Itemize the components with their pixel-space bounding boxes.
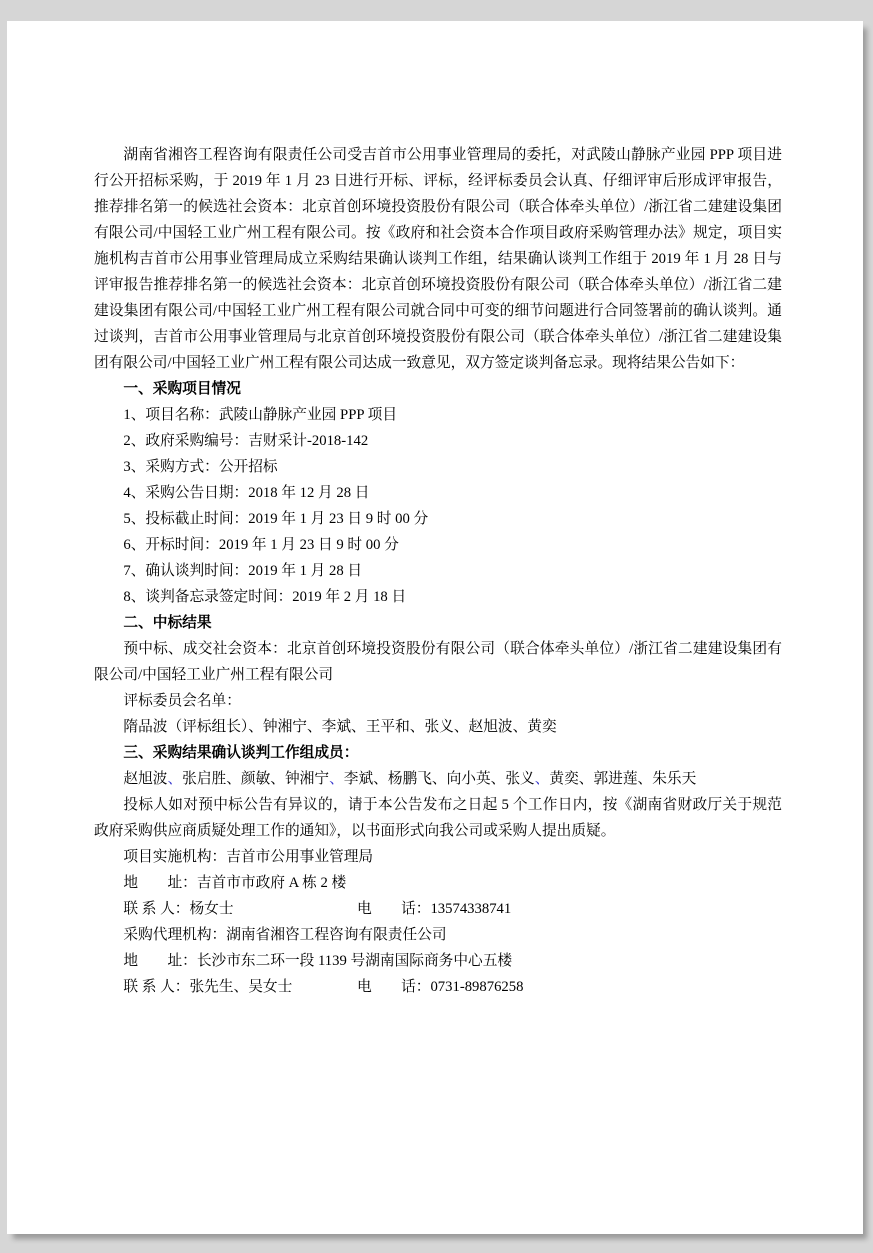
agency-phone: 电 话：13574338741 <box>357 901 512 917</box>
agent-address-line: 地 址：长沙市东二环一段 1139 号湖南国际商务中心五楼 <box>123 953 513 969</box>
implementing-agency-line: 项目实施机构：吉首市公用事业管理局 <box>123 849 374 865</box>
document-content <box>7 21 863 1000</box>
workgroup-members: 赵旭波、张启胜、颜敏、钟湘宁、李斌、杨鹏飞、向小英、张义、黄奕、郭进莲、朱乐天 <box>123 771 697 787</box>
procurement-agent-line: 采购代理机构：湖南省湘咨工程咨询有限责任公司 <box>123 927 447 943</box>
procurement-item-bid-deadline: 5、投标截止时间：2019 年 1 月 23 日 9 时 00 分 <box>123 511 429 527</box>
committee-list-label: 评标委员会名单： <box>123 693 241 709</box>
procurement-item-negotiation-time: 7、确认谈判时间：2019 年 1 月 28 日 <box>123 563 363 579</box>
procurement-item-announcement-date: 4、采购公告日期：2018 年 12 月 28 日 <box>123 485 370 501</box>
agency-contact-line <box>94 896 782 922</box>
agency-address-line: 地 址：吉首市市政府 A 栋 2 楼 <box>123 875 347 891</box>
section2-heading: 二、中标结果 <box>123 615 212 631</box>
agent-contact-line <box>94 974 782 1000</box>
committee-members: 隋品波（评标组长）、钟湘宁、李斌、王平和、张义、赵旭波、黄奕 <box>123 719 557 735</box>
agent-contact-person: 联 系 人：张先生、吴女士 <box>123 979 293 995</box>
intro-paragraph: 湖南省湘咨工程咨询有限责任公司受吉首市公用事业管理局的委托，对武陵山静脉产业园 PPP 项目进行公开招标采购，于 2019 年 1 月 23 日进行开标、评标，经评标委员会认真、仔细评审后形成评审报告，推荐排名第一的候选社会资本：北京首创环境投资股份有限公司（联合体牵头单位）/浙江省二建建设集团有限公司/中国轻工业广州工程有限公司。按《政府和社会资本合作项目政府采购管理办法》规定，项目实施机构吉首市公用事业管理局成立采购结果确认谈判工作组，结果确认谈判工作组于 2019 年 1 月 28 日与评审报告推荐排名第一的候选社会资本：北京首创环境投资股份有限公司（联合体牵头单位）/浙江省二建建设集团有限公司/中国轻工业广州工程有限公司就合同中可变的细节问题进行合同签署前的确认谈判。通过谈判，吉首市公用事业管理局与北京首创环境投资股份有限公司（联合体牵头单位）/浙江省二建建设集团有限公司/中国轻工业广州工程有限公司达成一致意见，双方签定谈判备忘录。现将结果公告如下： <box>94 147 782 371</box>
section1-heading: 一、采购项目情况 <box>123 381 241 397</box>
agency-contact-person: 联 系 人：杨女士 <box>123 901 234 917</box>
procurement-item-procurement-number: 2、政府采购编号：吉财采计-2018-142 <box>123 433 369 449</box>
agent-phone: 电 话：0731-89876258 <box>357 979 524 995</box>
section3-heading: 三、采购结果确认谈判工作组成员： <box>123 745 359 761</box>
procurement-item-project-name: 1、项目名称：武陵山静脉产业园 PPP 项目 <box>123 407 398 423</box>
document-page <box>7 21 863 1234</box>
award-paragraph: 预中标、成交社会资本：北京首创环境投资股份有限公司（联合体牵头单位）/浙江省二建建设集团有限公司/中国轻工业广州工程有限公司 <box>94 641 782 683</box>
procurement-item-opening-time: 6、开标时间：2019 年 1 月 23 日 9 时 00 分 <box>123 537 399 553</box>
objection-notice-paragraph: 投标人如对预中标公告有异议的，请于本公告发布之日起 5 个工作日内，按《湖南省财政厅关于规范政府采购供应商质疑处理工作的通知》，以书面形式向我公司或采购人提出质疑。 <box>94 797 782 839</box>
procurement-item-memo-signing-time: 8、谈判备忘录签定时间：2019 年 2 月 18 日 <box>123 589 407 605</box>
procurement-item-method: 3、采购方式：公开招标 <box>123 459 278 475</box>
